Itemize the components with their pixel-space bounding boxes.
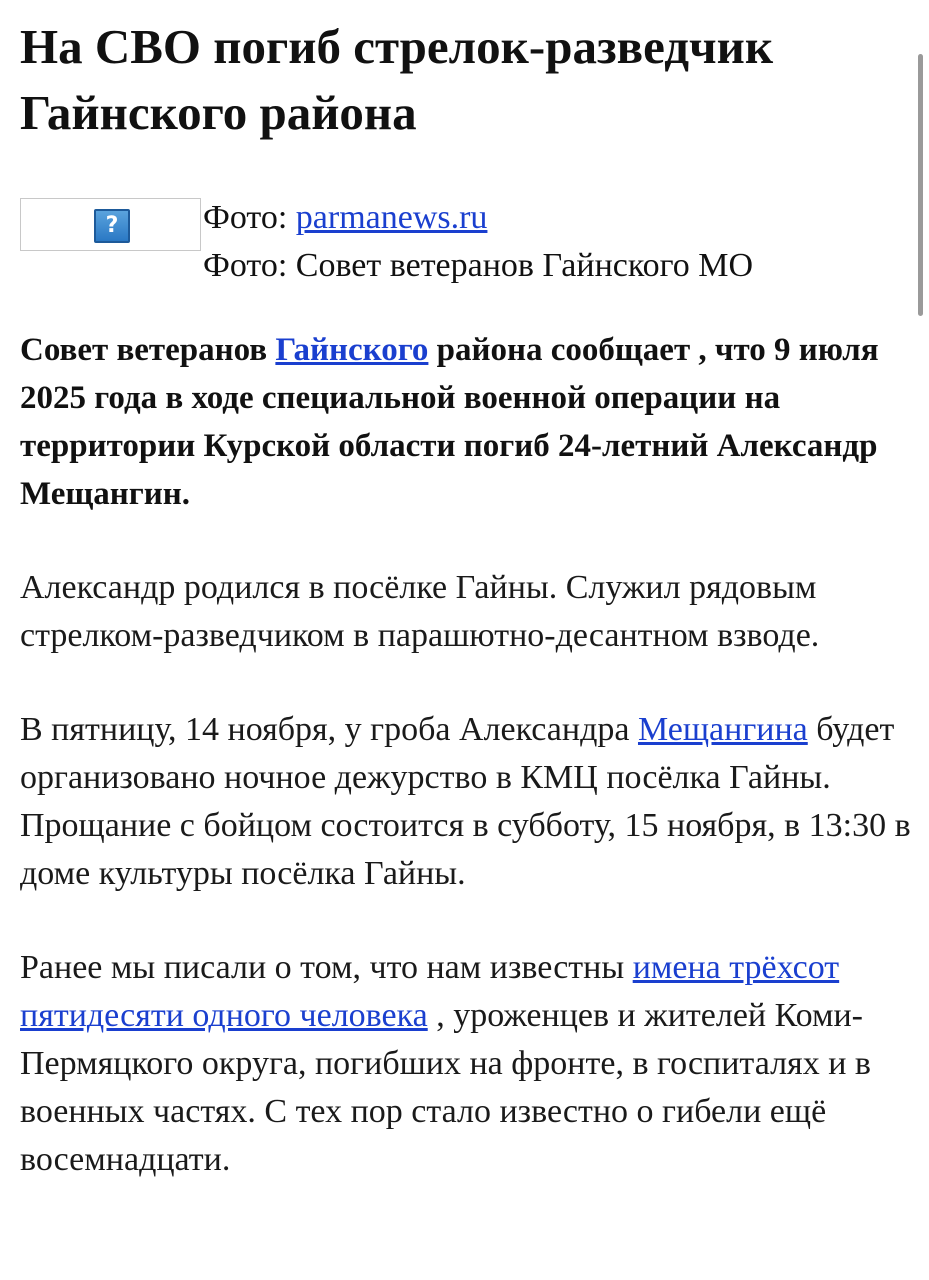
names-list-link[interactable]: имена трёхсот пятидесяти одного человека (20, 949, 840, 1034)
earlier-text-end: , уроженцев и жителей Коми-Пермяцкого округа, погибших на фронте, в госпиталях и в военных частях. С тех пор стало известно о гибели ещё восемнадцати. (20, 997, 871, 1178)
funeral-text-start: В пятницу, 14 ноября, у гроба Александра (20, 711, 638, 748)
photo-credit-1-prefix: Фото: (203, 199, 296, 236)
lead-text-start: Совет ветеранов (20, 332, 276, 368)
vertical-scrollbar[interactable] (918, 54, 923, 316)
broken-image-icon: ? (94, 209, 130, 243)
photo-captions (203, 194, 753, 290)
paragraph-biography: Александр родился в посёлке Гайны. Служил рядовым стрелком-разведчиком в парашютно-десантном взводе. (20, 569, 820, 654)
photo-block (20, 198, 912, 290)
earlier-text-start: Ранее мы писали о том, что нам известны (20, 949, 633, 986)
article (20, 14, 912, 1184)
article-lead (20, 326, 912, 518)
article-title: На СВО погиб стрелок-разведчик Гайнского района (20, 19, 774, 140)
photo-credit-1 (203, 194, 753, 242)
gainy-district-link[interactable]: Гайнского (275, 332, 429, 368)
paragraph-funeral (20, 706, 912, 898)
lead-text-end: района сообщает , что 9 июля 2025 года в ходе специальной военной операции на территории Курской области погиб 24-летний Александр Мещангин. (20, 332, 879, 512)
photo-credit-2: Фото: Совет ветеранов Гайнского МО (203, 247, 754, 284)
meshchangin-link[interactable]: Мещангина (637, 711, 808, 748)
paragraph-earlier (20, 944, 912, 1184)
funeral-text-end: будет организовано ночное дежурство в КМЦ посёлка Гайны. Прощание с бойцом состоится в субботу, 15 ноября, в 13:30 в доме культуры посёлка Гайны. (20, 711, 911, 892)
article-photo[interactable] (20, 198, 201, 251)
parmanews-link[interactable]: parmanews.ru (295, 199, 488, 236)
